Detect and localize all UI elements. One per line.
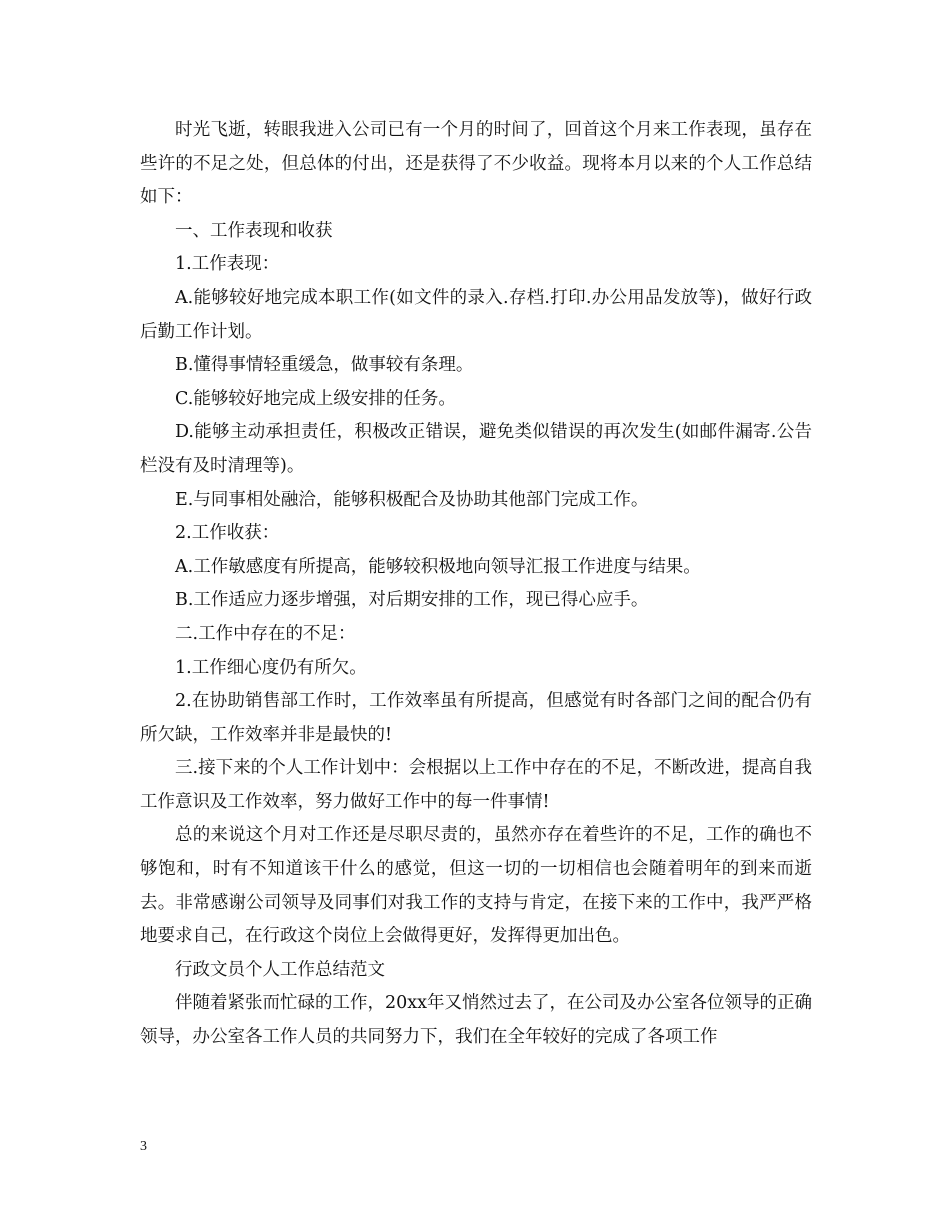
list-item-b: B.懂得事情轻重缓急，做事较有条理。 [175,355,474,376]
document-body [140,114,812,1055]
section-heading-3: 三.接下来的个人工作计划中：会根据以上工作中存在的不足，不断改进，提高自我工作意识及工作效率，努力做好工作中的每一件事情! [140,758,812,812]
shortcoming-item-1: 1.工作细心度仍有所欠。 [175,657,367,678]
gain-item-a: A.工作敏感度有所提高，能够较积极地向领导汇报工作进度与结果。 [175,556,701,577]
paragraph-article-intro: 伴随着紧张而忙碌的工作，20xx年又悄然过去了，在公司及办公室各位领导的正确领导，办公室各工作人员的共同努力下，我们在全年较好的完成了各项工作 [140,993,813,1048]
gain-item-b: B.工作适应力逐步增强，对后期安排的工作，现已得心应手。 [175,590,649,611]
section-heading-2: 二.工作中存在的不足： [175,623,356,644]
subheading-work-gains: 2.工作收获： [175,523,280,544]
shortcoming-item-2: 2.在协助销售部工作时，工作效率虽有所提高，但感觉有时各部门之间的配合仍有所欠缺，工作效率并非是最快的! [140,691,812,745]
page-number: 3 [140,1139,147,1154]
article-title: 行政文员个人工作总结范文 [175,959,385,980]
paragraph-summary: 总的来说这个月对工作还是尽职尽责的，虽然亦存在着些许的不足，工作的确也不够饱和，时有不知道该干什么的感觉，但这一切的一切相信也会随着明年的到来而逝去。非常感谢公司领导及同事们对我工作的支持与肯定，在接下来的工作中，我严严格地要求自己，在行政这个岗位上会做得更好，发挥得更加出色。 [140,825,812,947]
list-item-c: C.能够较好地完成上级安排的任务。 [175,388,456,409]
paragraph-intro: 时光飞逝，转眼我进入公司已有一个月的时间了，回首这个月来工作表现，虽存在些许的不足之处，但总体的付出，还是获得了不少收益。现将本月以来的个人工作总结如下： [140,120,812,208]
section-heading-1: 一、工作表现和收获 [175,220,333,241]
list-item-e: E.与同事相处融洽，能够积极配合及协助其他部门完成工作。 [175,489,649,510]
list-item-d: D.能够主动承担责任，积极改正错误，避免类似错误的再次发生(如邮件漏寄.公告栏没有及时清理等)。 [140,422,812,476]
subheading-work-performance: 1.工作表现： [175,254,280,275]
list-item-a: A.能够较好地完成本职工作(如文件的录入.存档.打印.办公用品发放等)，做好行政后勤工作计划。 [140,287,812,342]
